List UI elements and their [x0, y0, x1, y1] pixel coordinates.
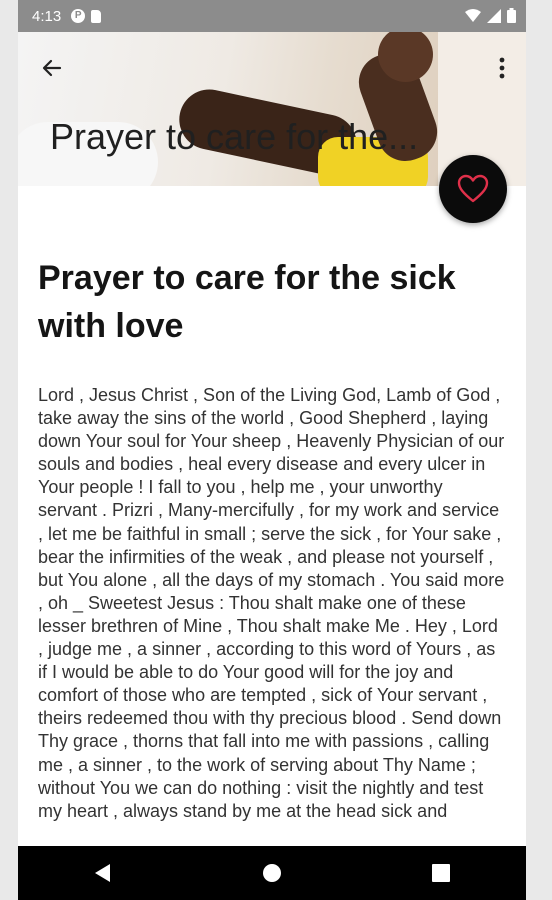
- notification-p-icon: P: [71, 9, 85, 23]
- status-time: 4:13: [32, 7, 62, 25]
- nav-recents-square-icon: [432, 864, 450, 882]
- back-button[interactable]: [34, 50, 70, 86]
- signal-icon: [487, 9, 501, 23]
- article-title: Prayer to care for the sick with love: [38, 259, 456, 345]
- article-body: Lord , Jesus Christ , Son of the Living God, Lamb of God , take away the sins of the world , Good Shepherd , laying down Your soul for Your sheep , Heavenly Physician of our souls and bodies , heal every disease and every ulcer in Your people ! I fall to you , help me , your unworthy servant . Prizri , Many-mercifully , for my work and service , let me be faithful in small ; serve the sick , for Your sake , bear the infirmities of the weak , and please not yourself , but You alone , all the days of my stomach . You said more , oh _ Sweetest Jesus : Thou shalt make one of these lesser brethren of Mine , Thou shalt make Me . Hey , Lord , judge me , a sinner , according to this word of Yours , as if I would be able to do Your good will for the joy and comfort of those who are tempted , sick of Your servant , theirs redeemed thou with thy precious blood . Send down Thy grace , thorns that fall into me with passions , calling me , a sinner , to the work of serving about Thy Name ; without You we can do nothing : visit the nightly and test my heart , always stand by me at the head sick and: [38, 385, 505, 821]
- favorite-button[interactable]: [439, 155, 507, 223]
- sd-card-icon: [91, 10, 101, 23]
- article-content[interactable]: [18, 186, 526, 846]
- heart-outline-icon: [457, 174, 489, 204]
- wifi-icon: [465, 9, 481, 23]
- battery-icon: [507, 8, 516, 23]
- overflow-menu-button[interactable]: [490, 50, 514, 86]
- status-right-icons: [465, 8, 516, 23]
- nav-home-button[interactable]: [252, 853, 292, 893]
- status-bar: [18, 0, 526, 32]
- arrow-left-icon: [40, 56, 64, 80]
- system-nav-bar: [18, 846, 526, 900]
- nav-back-button[interactable]: [83, 853, 123, 893]
- more-vert-icon: [499, 57, 505, 79]
- nav-recents-button[interactable]: [421, 853, 461, 893]
- phone-screen: [18, 0, 526, 900]
- nav-back-triangle-icon: [94, 863, 112, 883]
- toolbar-title: Prayer to care for the...: [50, 116, 419, 157]
- nav-home-circle-icon: [262, 863, 282, 883]
